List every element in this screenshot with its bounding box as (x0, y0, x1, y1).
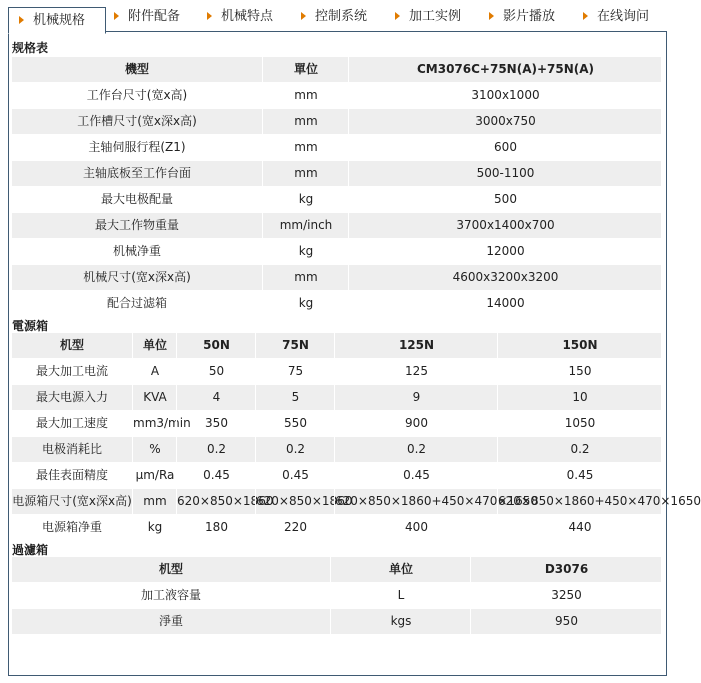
table-cell: 900 (334, 411, 498, 436)
tab-bar (0, 0, 674, 32)
arrow-right-icon (395, 12, 400, 20)
table-cell: 125 (334, 359, 498, 384)
table-row (12, 489, 701, 514)
table-cell: 最大电极配量 (100, 192, 173, 206)
table-row (12, 359, 661, 384)
table-cell: 加工液容量 (140, 588, 201, 602)
table-cell: 最佳表面精度 (35, 468, 108, 482)
table-row (12, 583, 661, 608)
table-cell: mm (262, 135, 349, 160)
tab-control-system[interactable]: 控制系统 (301, 4, 367, 30)
table-cell: 0.2 (334, 437, 498, 462)
tab-video[interactable]: 影片播放 (489, 4, 555, 30)
table-row (12, 291, 661, 316)
table-cell: 3100x1000 (348, 83, 662, 108)
column-header: 單位 (262, 57, 349, 82)
tab-online-inquiry[interactable]: 在线询问 (583, 4, 649, 30)
table-cell: 180 (176, 515, 256, 540)
spec-header-row (12, 57, 661, 82)
power-header-row (12, 333, 661, 358)
table-cell: mm3/min (132, 411, 177, 436)
table-cell: 电极消耗比 (41, 442, 102, 456)
column-header: 机型 (59, 338, 84, 352)
table-cell: 1050 (497, 411, 662, 436)
tab-machining-examples[interactable]: 加工实例 (395, 4, 461, 30)
table-row (12, 187, 661, 212)
table-row (12, 385, 661, 410)
table-cell: 600 (348, 135, 662, 160)
table-row (12, 437, 661, 462)
table-cell: 4 (176, 385, 256, 410)
table-cell: 0.45 (334, 463, 498, 488)
table-cell: 电源箱尺寸(宽x深x高) (12, 494, 132, 508)
table-cell: 机械净重 (112, 244, 161, 258)
table-cell: kg (262, 239, 349, 264)
table-cell: 机械尺寸(宽x深x高) (83, 270, 191, 284)
arrow-right-icon (19, 16, 24, 24)
table-cell: % (132, 437, 177, 462)
table-cell: 950 (470, 609, 662, 634)
table-cell: 5 (255, 385, 335, 410)
table-row (12, 161, 661, 186)
table-cell: mm/inch (262, 213, 349, 238)
table-cell: 3700x1400x700 (348, 213, 662, 238)
table-cell: 最大工作物重量 (94, 218, 179, 232)
table-cell: 淨重 (158, 614, 183, 628)
table-cell: 620×850×1860+450×470×1650 (334, 489, 498, 514)
table-cell: 400 (334, 515, 498, 540)
spec-table-title: 规格表 (12, 41, 49, 55)
table-cell: 0.45 (255, 463, 335, 488)
table-cell: mm (132, 489, 177, 514)
tab-machine-spec[interactable]: 机械规格 (8, 7, 106, 34)
table-cell: 配合过滤箱 (106, 296, 167, 310)
table-cell: 3000x750 (348, 109, 662, 134)
tab-features[interactable]: 机械特点 (207, 4, 273, 30)
arrow-right-icon (583, 12, 588, 20)
table-cell: A (132, 359, 177, 384)
table-cell: μm/Ra (132, 463, 177, 488)
column-header: 单位 (132, 333, 177, 358)
table-cell: 550 (255, 411, 335, 436)
table-cell: 75 (255, 359, 335, 384)
table-cell: 220 (255, 515, 335, 540)
table-cell: 0.2 (255, 437, 335, 462)
table-cell: KVA (132, 385, 177, 410)
table-cell: 50 (176, 359, 256, 384)
column-header: CM3076C+75N(A)+75N(A) (348, 57, 662, 82)
tab-accessories[interactable]: 附件配备 (114, 4, 180, 30)
table-cell: 150 (497, 359, 662, 384)
table-cell: 最大电源入力 (35, 390, 108, 404)
column-header: 75N (255, 333, 335, 358)
table-row (12, 83, 661, 108)
table-row (12, 463, 661, 488)
table-cell: 500-1100 (348, 161, 662, 186)
power-table-title: 電源箱 (12, 319, 49, 333)
table-cell: 0.45 (176, 463, 256, 488)
table-cell: 主轴底板至工作台面 (82, 166, 191, 180)
table-cell: 350 (176, 411, 256, 436)
table-row (12, 411, 661, 436)
table-cell: 电源箱净重 (41, 520, 102, 534)
column-header: 机型 (158, 562, 183, 576)
column-header: 125N (334, 333, 498, 358)
table-cell: 10 (497, 385, 662, 410)
table-row (12, 109, 661, 134)
table-row (12, 135, 661, 160)
table-cell: 440 (497, 515, 662, 540)
table-cell: mm (262, 265, 349, 290)
column-header: 150N (497, 333, 662, 358)
column-header: 機型 (124, 62, 149, 76)
column-header: 单位 (330, 557, 471, 582)
table-row (12, 239, 661, 264)
table-cell: 工作台尺寸(宽x高) (86, 88, 188, 102)
table-cell: 主轴伺服行程(Z1) (88, 140, 186, 154)
table-cell: 500 (348, 187, 662, 212)
table-cell: 0.2 (176, 437, 256, 462)
table-cell: 9 (334, 385, 498, 410)
table-cell: mm (262, 83, 349, 108)
table-cell: mm (262, 109, 349, 134)
table-cell: 620×850×1860+450×470×1650 (497, 489, 662, 514)
column-header: D3076 (470, 557, 662, 582)
table-cell: 工作槽尺寸(宽x深x高) (77, 114, 197, 128)
table-cell: kg (132, 515, 177, 540)
table-cell: 3250 (470, 583, 662, 608)
table-cell: 14000 (348, 291, 662, 316)
table-cell: 12000 (348, 239, 662, 264)
table-cell: kg (262, 187, 349, 212)
table-cell: kg (262, 291, 349, 316)
column-header: 50N (176, 333, 256, 358)
table-cell: 4600x3200x3200 (348, 265, 662, 290)
table-cell: 0.2 (497, 437, 662, 462)
table-row (12, 609, 661, 634)
arrow-right-icon (301, 12, 306, 20)
table-cell: 最大加工电流 (35, 364, 108, 378)
table-cell: kgs (330, 609, 471, 634)
table-cell: L (330, 583, 471, 608)
table-cell: 620×850×1860 (255, 489, 335, 514)
arrow-right-icon (207, 12, 212, 20)
arrow-right-icon (489, 12, 494, 20)
table-cell: 620×850×1860 (176, 489, 256, 514)
table-cell: 0.45 (497, 463, 662, 488)
table-row (12, 265, 661, 290)
table-cell: mm (262, 161, 349, 186)
table-cell: 最大加工速度 (35, 416, 108, 430)
arrow-right-icon (114, 12, 119, 20)
filter-header-row (12, 557, 661, 582)
filter-table-title: 過濾箱 (12, 543, 49, 557)
table-row (12, 515, 661, 540)
table-row (12, 213, 661, 238)
